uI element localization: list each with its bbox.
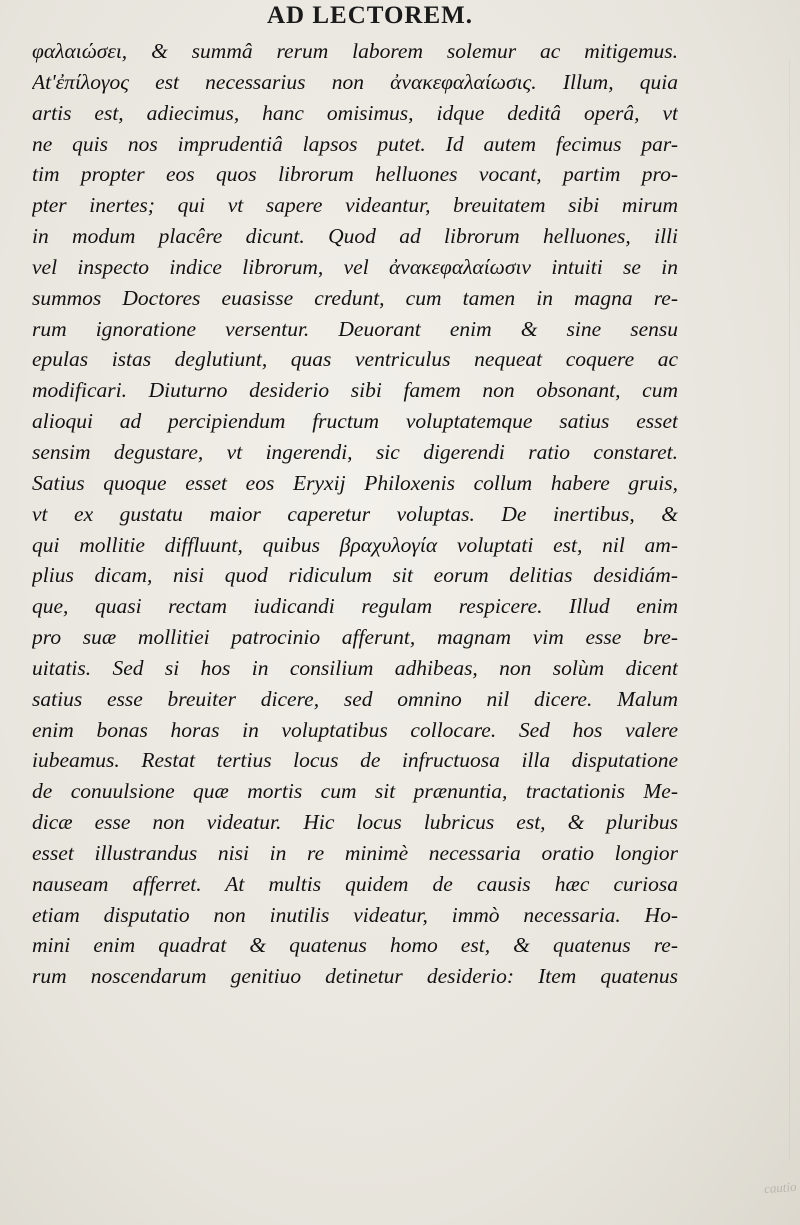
text-line: satius esse breuiter dicere, sed omnino nil dicere. Malum bbox=[32, 686, 678, 711]
text-line: φαλαιώσει, & summâ rerum laborem solemur ac mitigemus. bbox=[32, 39, 678, 63]
text-body bbox=[32, 36, 678, 992]
text-line: tim propter eos quos librorum helluones vocant, partim pro- bbox=[32, 162, 678, 187]
running-head: AD LECTOREM. bbox=[266, 2, 473, 29]
text-line: vt ex gustatu maior caperetur voluptas. De inertibus, & bbox=[32, 501, 678, 526]
text-line: iubeamus. Restat tertius locus de infructuosa illa disputatione bbox=[32, 748, 678, 773]
text-line: qui mollitie diffluunt, quibus βραχυλογία voluptati est, nil am- bbox=[32, 532, 678, 557]
text-line: esset illustrandus nisi in re minimè necessaria oratio longior bbox=[32, 840, 678, 865]
text-line: At'ἐπίλογος est necessarius non ἀνακεφαλαίωσις. Illum, quia bbox=[32, 69, 678, 94]
text-line: summos Doctores euasisse credunt, cum tamen in magna re- bbox=[32, 285, 678, 310]
text-line: vel inspecto indice librorum, vel ἀνακεφαλαίωσιν intuiti se in bbox=[32, 254, 678, 279]
text-line: que, quasi rectam iudicandi regulam respicere. Illud enim bbox=[32, 594, 678, 619]
text-line: modificari. Diuturno desiderio sibi famem non obsonant, cum bbox=[32, 378, 678, 403]
text-line: uitatis. Sed si hos in consilium adhibeas, non solùm dicent bbox=[32, 655, 678, 680]
text-line: pro suæ mollitiei patrocinio afferunt, magnam vim esse bre- bbox=[32, 625, 678, 650]
text-line: de conuulsione quæ mortis cum sit prænuntia, tractationis Me- bbox=[32, 779, 678, 804]
text-line: nauseam afferret. At multis quidem de causis hæc curiosa bbox=[32, 871, 678, 896]
text-line: enim bonas horas in voluptatibus collocare. Sed hos valere bbox=[32, 717, 678, 742]
text-line: sensim degustare, vt ingerendi, sic digerendi ratio constaret. bbox=[32, 439, 678, 464]
text-line: mini enim quadrat & quatenus homo est, & quatenus re- bbox=[32, 933, 678, 958]
text-line: epulas istas deglutiunt, quas ventriculus nequeat coquere ac bbox=[32, 347, 678, 372]
text-line: artis est, adiecimus, hanc omisimus, idque deditâ operâ, vt bbox=[32, 100, 678, 125]
text-line: rum ignoratione versentur. Deuorant enim & sine sensu bbox=[32, 316, 678, 341]
text-line: ne quis nos imprudentiâ lapsos putet. Id autem fecimus par- bbox=[32, 131, 678, 156]
bleed-through-text: cautio bbox=[762, 1178, 797, 1197]
text-line: dicæ esse non videatur. Hic locus lubricus est, & pluribus bbox=[32, 810, 678, 835]
text-line: pter inertes; qui vt sapere videantur, breuitatem sibi mirum bbox=[32, 193, 678, 218]
text-line: alioqui ad percipiendum fructum voluptatemque satius esset bbox=[32, 409, 678, 434]
text-line: etiam disputatio non inutilis videatur, immò necessaria. Ho- bbox=[32, 902, 678, 927]
text-line: plius dicam, nisi quod ridiculum sit eorum delitias desidiám- bbox=[32, 563, 678, 588]
text-line: in modum placêre dicunt. Quod ad librorum helluones, illi bbox=[32, 224, 678, 249]
text-line: rum noscendarum genitiuo detinetur desiderio: Item quatenus bbox=[32, 964, 678, 989]
text-line: Satius quoque esset eos Eryxij Philoxenis collum habere gruis, bbox=[32, 470, 678, 495]
page-edge-shadow bbox=[789, 60, 790, 1160]
